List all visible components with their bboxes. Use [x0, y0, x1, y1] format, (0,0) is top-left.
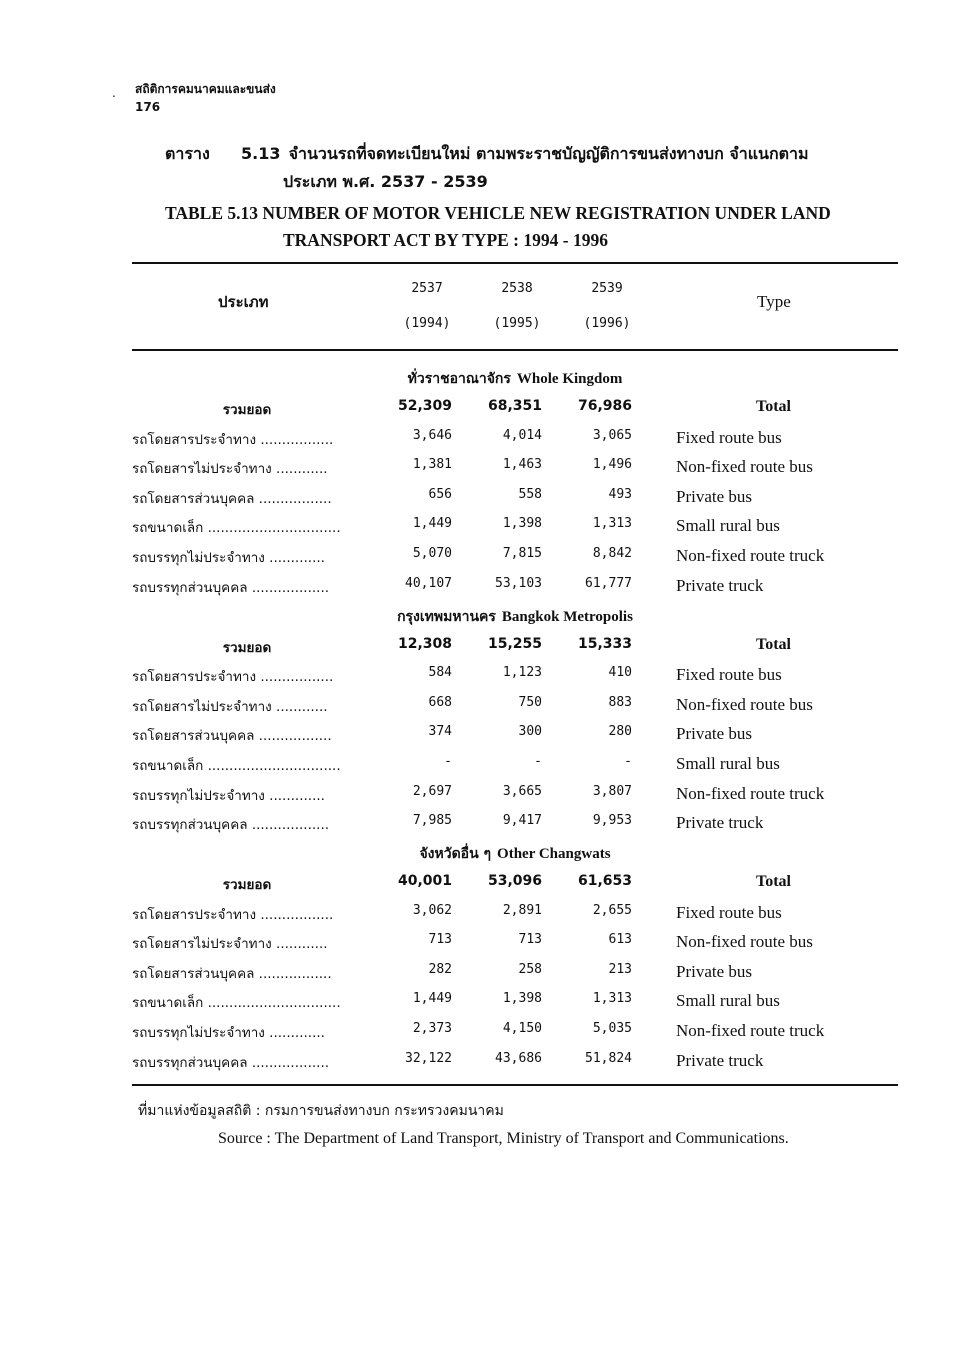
row-label-thai: รถโดยสารประจำทาง .................	[132, 669, 334, 686]
row-label-thai: รถโดยสารส่วนบุคคล .................	[132, 965, 332, 982]
cell-year-1: 656	[428, 486, 452, 502]
table-row	[132, 962, 898, 992]
row-label-english: Fixed route bus	[676, 427, 782, 447]
section-heading-english: Other Changwats	[497, 846, 611, 862]
year-header-3-ce: (1996)	[583, 316, 631, 331]
row-label-english: Fixed route bus	[676, 902, 782, 922]
cell-year-3: 2,655	[592, 902, 632, 918]
table-row	[132, 903, 898, 933]
table-total-row	[132, 398, 898, 428]
row-label-thai: รถขนาดเล็ก ...............................	[132, 995, 341, 1012]
cell-year-1: 1,381	[412, 457, 452, 473]
cell-year-3: 76,986	[577, 398, 632, 414]
table-row	[132, 428, 898, 458]
table-title-thai	[165, 140, 905, 196]
cell-year-3: 493	[608, 486, 632, 502]
table-row	[132, 754, 898, 784]
row-label-english: Non-fixed route bus	[676, 932, 813, 952]
row-label-english: Non-fixed route truck	[676, 546, 825, 565]
row-label-english: Non-fixed route truck	[676, 783, 825, 803]
cell-year-2: -	[534, 753, 542, 769]
cell-year-1: 5,070	[412, 546, 452, 561]
cell-year-2: 53,103	[495, 575, 542, 591]
table-bottom-rule	[132, 1084, 898, 1086]
cell-year-2: 300	[518, 724, 542, 740]
row-label-english: Private bus	[676, 961, 753, 981]
column-header-type-english: Type	[757, 292, 791, 311]
row-label-thai: รถบรรทุกส่วนบุคคล ..................	[132, 1054, 330, 1071]
row-label-thai: รถบรรทุกส่วนบุคคล ..................	[132, 817, 330, 834]
row-label-thai: รถขนาดเล็ก ...............................	[132, 757, 341, 774]
cell-year-1: 40,107	[405, 575, 452, 591]
row-label-english: Non-fixed route bus	[676, 694, 813, 714]
cell-year-3: 61,653	[577, 873, 632, 889]
section-heading	[132, 843, 898, 865]
cell-year-2: 558	[518, 486, 542, 502]
table-row	[132, 1021, 898, 1051]
cell-year-2: 9,417	[502, 813, 542, 829]
cell-year-1: 2,373	[412, 1021, 452, 1036]
section-heading-thai: กรุงเทพมหานคร	[397, 608, 496, 625]
cell-year-2: 68,351	[487, 398, 542, 414]
row-label-english: Small rural bus	[676, 753, 780, 773]
source-thai: ที่มาแห่งข้อมูลสถิติ : กรมการขนส่งทางบก กระทรวงคมนาคม	[138, 1103, 504, 1119]
row-label-thai: รถบรรทุกไม่ประจำทาง .............	[132, 787, 325, 804]
cell-year-1: 584	[428, 665, 452, 681]
cell-year-2: 1,123	[502, 665, 542, 681]
row-label-thai: รถบรรทุกไม่ประจำทาง .............	[132, 1025, 325, 1041]
cell-year-2: 750	[518, 694, 542, 710]
cell-year-1: -	[444, 753, 452, 769]
cell-year-2: 53,096	[487, 873, 542, 889]
page-number: 176	[135, 100, 161, 114]
table-row	[132, 813, 898, 843]
title-en-label: TABLE	[165, 203, 224, 223]
row-label-english: Fixed route bus	[676, 665, 782, 685]
cell-year-2: 713	[518, 932, 542, 948]
cell-year-2: 4,014	[502, 427, 542, 443]
cell-year-3: 15,333	[577, 635, 632, 652]
row-label-english: Non-fixed route truck	[676, 1021, 825, 1040]
cell-year-1: 668	[428, 694, 452, 710]
row-label-thai: รถโดยสารส่วนบุคคล .................	[132, 728, 332, 745]
cell-year-1: 52,309	[397, 398, 452, 414]
year-header-1-ce: (1994)	[403, 316, 451, 331]
row-label-thai: รวมยอด	[222, 639, 272, 656]
margin-dot: .	[112, 86, 116, 100]
cell-year-2: 7,815	[502, 546, 542, 561]
row-label-english: Small rural bus	[676, 516, 780, 536]
year-header-3-be: 2539	[591, 281, 623, 296]
cell-year-3: 8,842	[592, 546, 632, 561]
table-row	[132, 487, 898, 517]
title-thai-label: ตาราง	[165, 144, 210, 163]
cell-year-3: 5,035	[592, 1021, 632, 1036]
cell-year-3: -	[624, 753, 632, 769]
cell-year-2: 15,255	[487, 635, 542, 652]
cell-year-2: 258	[518, 961, 542, 977]
table-row	[132, 784, 898, 814]
table-row	[132, 932, 898, 962]
title-thai-line2: ประเภท พ.ศ. 2537 - 2539	[283, 172, 488, 191]
title-thai-number: 5.13	[241, 144, 281, 163]
cell-year-3: 883	[608, 694, 632, 710]
publication-title: สถิติการคมนาคมและขนส่ง	[135, 82, 276, 96]
row-label-thai: รวมยอด	[222, 877, 272, 893]
cell-year-2: 1,398	[502, 516, 542, 532]
cell-year-3: 1,313	[592, 516, 632, 532]
cell-year-3: 51,824	[585, 1050, 632, 1066]
row-label-thai: รถโดยสารไม่ประจำทาง ............	[132, 936, 328, 953]
cell-year-1: 374	[428, 724, 452, 740]
title-en-number: 5.13	[227, 203, 259, 223]
cell-year-3: 61,777	[585, 575, 632, 591]
cell-year-2: 43,686	[495, 1050, 542, 1066]
cell-year-2: 1,398	[502, 991, 542, 1007]
row-label-thai: รถขนาดเล็ก ...............................	[132, 520, 341, 537]
cell-year-1: 3,062	[412, 902, 452, 918]
table-row	[132, 576, 898, 606]
row-label-english: Private truck	[676, 813, 764, 833]
cell-year-1: 713	[428, 932, 452, 948]
table-header-rule	[132, 349, 898, 351]
cell-year-3: 3,065	[592, 427, 632, 443]
section-heading-thai: ทั่วราชอาณาจักร	[407, 371, 511, 387]
table-row	[132, 665, 898, 695]
table-title-english	[165, 200, 905, 254]
cell-year-3: 3,807	[592, 783, 632, 799]
cell-year-1: 7,985	[412, 813, 452, 829]
cell-year-2: 3,665	[502, 783, 542, 799]
row-label-thai: รถโดยสารส่วนบุคคล .................	[132, 490, 332, 507]
row-label-thai: รถบรรทุกส่วนบุคคล ..................	[132, 579, 330, 596]
cell-year-1: 1,449	[412, 991, 452, 1007]
row-label-thai: รถโดยสารประจำทาง .................	[132, 431, 334, 448]
row-label-english: Private bus	[676, 724, 753, 744]
table-top-rule	[132, 262, 898, 264]
row-label-english: Total	[756, 635, 791, 653]
cell-year-2: 4,150	[502, 1021, 542, 1036]
cell-year-3: 410	[608, 665, 632, 681]
cell-year-2: 1,463	[502, 457, 542, 473]
row-label-english: Private bus	[676, 486, 753, 506]
cell-year-3: 9,953	[592, 813, 632, 829]
cell-year-2: 2,891	[502, 902, 542, 918]
column-header-type-thai: ประเภท	[218, 293, 269, 311]
table-row	[132, 724, 898, 754]
cell-year-1: 1,449	[412, 516, 452, 532]
title-en-line2: TRANSPORT ACT BY TYPE : 1994 - 1996	[283, 230, 608, 250]
table-row	[132, 695, 898, 725]
year-header-2-be: 2538	[501, 281, 533, 296]
table-row	[132, 457, 898, 487]
row-label-english: Small rural bus	[676, 991, 780, 1011]
cell-year-1: 40,001	[397, 873, 452, 889]
table-row	[132, 546, 898, 576]
source-english: Source : The Department of Land Transport, Ministry of Transport and Communications.	[218, 1130, 789, 1147]
row-label-thai: รถบรรทุกไม่ประจำทาง .............	[132, 550, 325, 566]
cell-year-1: 3,646	[412, 427, 452, 443]
cell-year-3: 213	[608, 961, 632, 977]
cell-year-3: 1,496	[592, 457, 632, 473]
section-heading-english: Whole Kingdom	[516, 371, 623, 387]
section-heading-english: Bangkok Metropolis	[501, 608, 633, 625]
cell-year-1: 282	[428, 961, 452, 977]
table-row	[132, 991, 898, 1021]
cell-year-1: 2,697	[412, 783, 452, 799]
row-label-english: Private truck	[676, 575, 764, 595]
table-row	[132, 1051, 898, 1081]
table-row	[132, 516, 898, 546]
cell-year-3: 1,313	[592, 991, 632, 1007]
cell-year-3: 280	[608, 724, 632, 740]
row-label-thai: รถโดยสารไม่ประจำทาง ............	[132, 698, 328, 715]
row-label-thai: รถโดยสารประจำทาง .................	[132, 906, 334, 923]
title-en-line1: NUMBER OF MOTOR VEHICLE NEW REGISTRATION UNDER LAND	[262, 203, 831, 223]
year-header-2-ce: (1995)	[493, 316, 541, 331]
section-heading	[132, 606, 898, 628]
cell-year-1: 12,308	[397, 635, 452, 652]
row-label-english: Private truck	[676, 1050, 764, 1070]
row-label-english: Non-fixed route bus	[676, 457, 813, 477]
row-label-thai: รวมยอด	[222, 402, 272, 418]
row-label-english: Total	[756, 873, 791, 890]
section-heading-thai: จังหวัดอื่น ๆ	[419, 846, 492, 862]
table-total-row	[132, 636, 898, 666]
row-label-english: Total	[756, 398, 791, 415]
year-header-1-be: 2537	[411, 281, 443, 296]
row-label-thai: รถโดยสารไม่ประจำทาง ............	[132, 461, 328, 478]
table-total-row	[132, 873, 898, 903]
section-heading	[132, 368, 898, 390]
title-thai-line1: จำนวนรถที่จดทะเบียนใหม่ ตามพระราชบัญญัติการขนส่งทางบก จำแนกตาม	[288, 144, 809, 163]
cell-year-1: 32,122	[405, 1050, 452, 1066]
cell-year-3: 613	[608, 932, 632, 948]
